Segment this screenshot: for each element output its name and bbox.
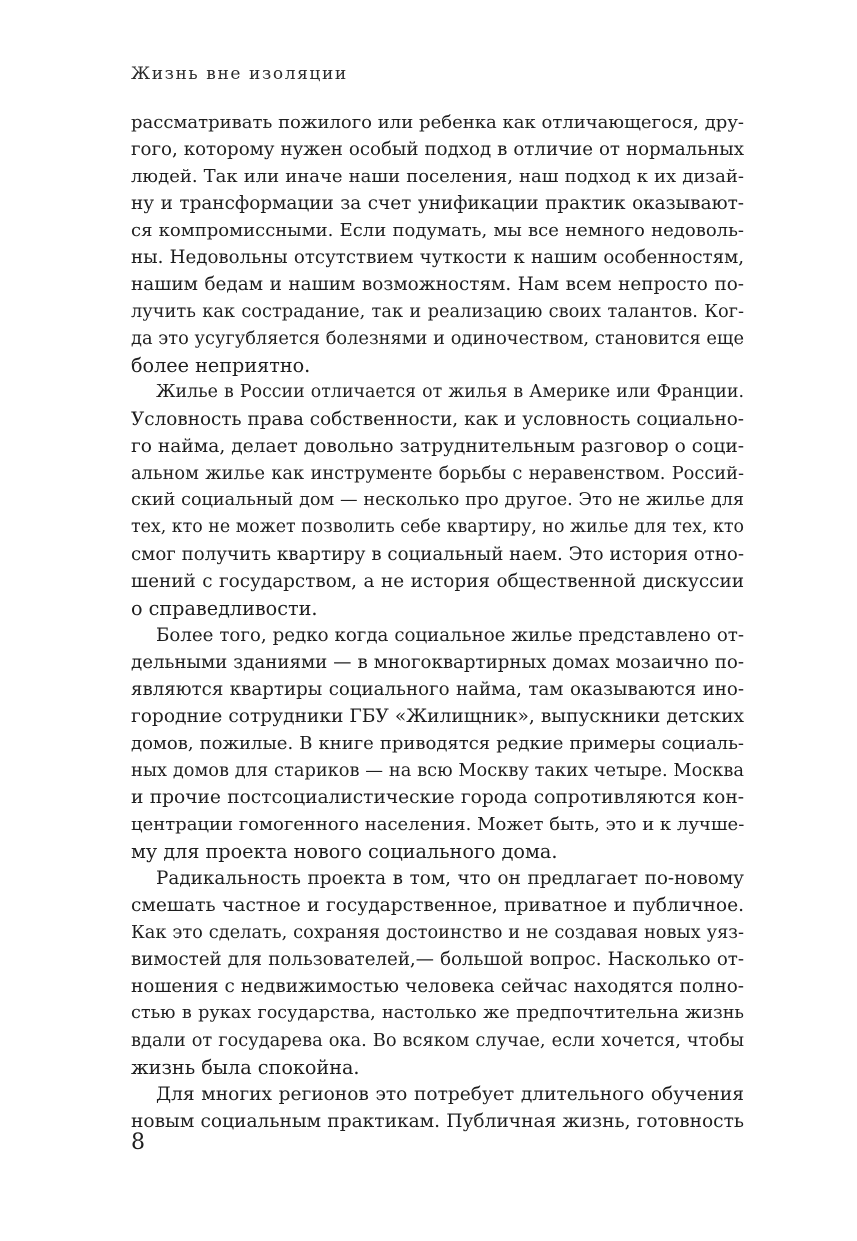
paragraph: [131, 1081, 744, 1135]
text-line: являются квартиры социального найма, там оказываются ино-: [131, 679, 744, 700]
text-line: ны. Недовольны отсутствием чуткости к нашим особенностям,: [131, 247, 744, 268]
paragraph: [131, 865, 744, 1081]
running-head: Жизнь вне изоляции: [131, 64, 348, 84]
text-line: жизнь была спокойна.: [131, 1056, 360, 1079]
text-line: альном жилье как инструменте борьбы с неравенством. Россий-: [131, 463, 744, 484]
text-line: и прочие постсоциалистические города сопротивляются кон-: [131, 787, 744, 808]
text-line: смог получить квартиру в социальный наем. Это история отно-: [131, 544, 744, 565]
paragraph: [131, 379, 744, 622]
text-line: более неприятно.: [131, 354, 311, 377]
text-line: Более того, редко когда социальное жилье представлено от-: [156, 625, 744, 646]
paragraph: [131, 109, 744, 379]
text-line: вимостей для пользователей,— большой вопрос. Насколько от-: [131, 949, 744, 970]
text-line: центрации гомогенного населения. Может быть, это и к лучше-: [131, 814, 745, 835]
body-text: [131, 109, 744, 1135]
text-line: му для проекта нового социального дома.: [131, 840, 558, 863]
text-line: вдали от государева ока. Во всяком случае, если хочется, чтобы: [131, 1030, 744, 1051]
text-line: ну и трансформации за счет унификации практик оказывают-: [131, 193, 744, 214]
text-line: Как это сделать, сохраняя достоинство и не создавая новых уяз-: [131, 922, 744, 943]
text-line: Радикальность проекта в том, что он предлагает по-новому: [156, 868, 744, 889]
text-line: лучить как сострадание, так и реализацию своих талантов. Ког-: [131, 301, 744, 322]
text-line: ных домов для стариков — на всю Москву таких четыре. Москва: [131, 760, 744, 781]
text-line: нашим бедам и нашим возможностям. Нам всем непросто по-: [131, 274, 744, 295]
text-line: домов, пожилые. В книге приводятся редкие примеры социаль-: [131, 733, 744, 754]
text-line: рассматривать пожилого или ребенка как отличающегося, дру-: [131, 112, 744, 133]
text-line: Для многих регионов это потребует длительного обучения: [156, 1084, 744, 1105]
text-line: Жилье в России отличается от жилья в Америке или Франции.: [156, 382, 744, 402]
text-line: гого, которому нужен особый подход в отличие от нормальных: [131, 139, 744, 160]
text-line: ский социальный дом — несколько про другое. Это не жилье для: [131, 490, 744, 510]
text-line: ношения с недвижимостью человека сейчас находятся полно-: [131, 976, 744, 997]
text-line: тех, кто не может позволить себе квартиру, но жилье для тех, кто: [131, 517, 744, 537]
text-line: ся компромиссными. Если подумать, мы все немного недоволь-: [131, 220, 744, 241]
text-line: городние сотрудники ГБУ «Жилищник», выпускники детских: [131, 706, 744, 727]
text-line: шений с государством, а не история общественной дискуссии: [131, 571, 744, 592]
text-line: да это усугубляется болезнями и одиночеством, становится еще: [131, 328, 744, 349]
page-number: 8: [131, 1130, 145, 1155]
text-line: о справедливости.: [131, 597, 318, 620]
text-line: стью в руках государства, настолько же предпочтительна жизнь: [131, 1003, 744, 1023]
text-line: людей. Так или иначе наши поселения, наш подход к их дизай-: [131, 166, 744, 187]
text-line: дельными зданиями — в многоквартирных домах мозаично по-: [131, 652, 744, 673]
paragraph: [131, 622, 744, 865]
text-line: смешать частное и государственное, приватное и публичное.: [131, 895, 744, 916]
text-line: Условность права собственности, как и условность социально-: [131, 409, 744, 430]
text-line: новым социальным практикам. Публичная жизнь, готовность: [131, 1111, 744, 1132]
text-line: го найма, делает довольно затруднительным разговор о соци-: [131, 436, 744, 457]
